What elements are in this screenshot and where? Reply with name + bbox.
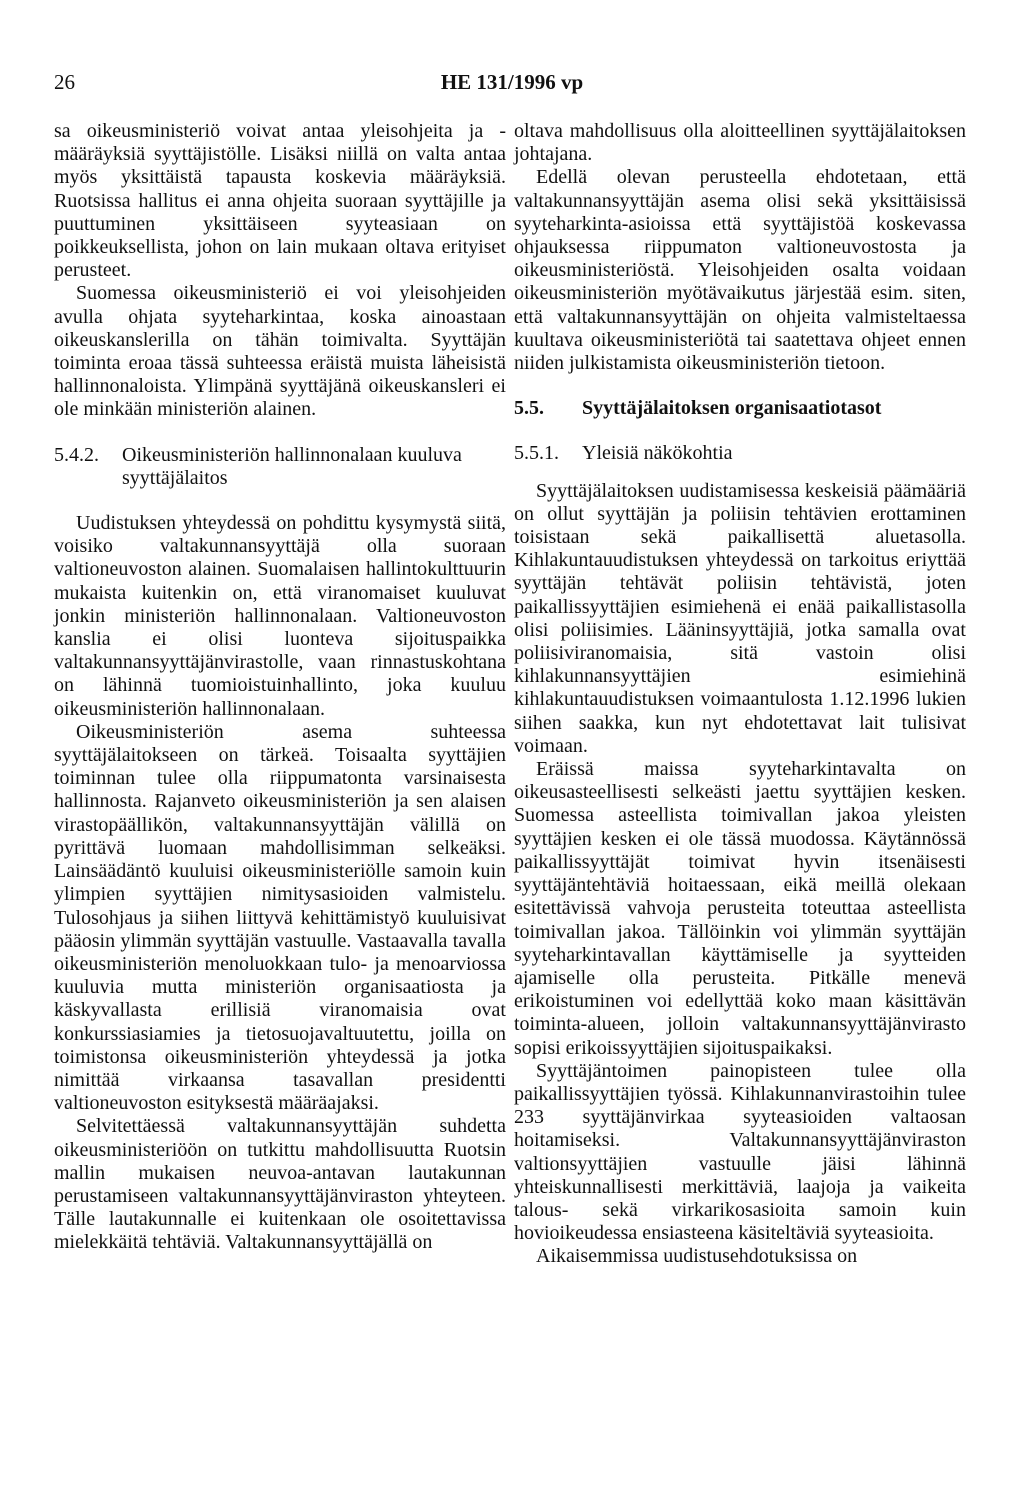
section-title: Syyttäjälaitoksen organisaatiotasot [582,397,882,420]
paragraph: Syyttäjäntoimen painopisteen tulee olla paikallissyyttäjien työssä. Kihlakunnanvirastoihin tulee 233 syyttäjänvirkaa syyteasioiden valtaosan hoitamiseksi. Valtakunnansyyttäjänviraston valtionsyyttäjien vastuulle jäisi lähinnä yhteiskunnallisesti merkittäviä, laajoja ja vaikeita talous- sekä virkarikosasioita samoin kuin hovioikeudessa ensiasteena käsiteltäviä syyteasioita. [514,1059,966,1245]
paragraph: Syyttäjälaitoksen uudistamisessa keskeisiä päämääriä on ollut syyttäjän ja poliisin tehtävien erottaminen toisistaan sekä paikallisettä aluetasolla. Kihlakuntauudistuksen yhteydessä on tarkoitus eriyttää syyttäjän tehtävät poliisin tehtävistä, joten paikallissyyttäjien esimiehenä ei enää paikallistasolla olisi poliisimies. Lääninsyyttäjiä, jotka samalla ovat poliisiviranomaisia, sitä vastoin olisi kihlakunnansyyttäjien esimiehinä kihlakuntauudistuksen voimaantulosta 1.12.1996 lukien siihen saakka, kun nyt ehdotettavat lait tulisivat voimaan. [514,479,966,757]
paragraph: Aikaisemmissa uudistusehdotuksissa on [536,1245,858,1268]
paragraph: Selvitettäessä valtakunnansyyttäjän suhdetta oikeusministeriöön on tutkittu mahdollisuutta Ruotsin mallin mukaisen neuvoa-antavan lautakunnan perustamiseen valtakunnansyyttäjänviraston yhteyteen. Tälle lautakunnalle ei kuitenkaan ole osoitettavissa mielekkäitä tehtäviä. Valtakunnansyyttäjällä on [54,1115,506,1254]
section-heading-5-5 [514,397,966,420]
right-column [514,120,966,1269]
paragraph: Suomessa oikeusministeriö ei voi yleisohjeiden avulla ohjata syyteharkintaa, koska ainoastaan oikeuskanslerilla on tähän toimivalta. Syyttäjän toiminta eroaa tässä suhteessa eräistä muista läheisistä hallinnonaloista. Ylimpänä syyttäjänä oikeuskansleri ei ole minkään ministeriön alainen. [54,282,506,421]
paragraph: Uudistuksen yhteydessä on pohdittu kysymystä siitä, voisiko valtakunnansyyttäjä olla suoraan valtioneuvoston alainen. Suomalaisen hallintokulttuurin mukaista kuitenkin on, että viranomaiset kuuluvat jonkin ministeriön hallinnonalaan. Valtioneuvoston kanslia ei olisi luonteva sijoituspaikka valtakunnansyyttäjänvirastolle, vaan rinnastuskohtana on lähinnä tuomioistuinhallinto, joka kuuluu oikeusministeriön hallinnonalaan. [54,512,506,720]
section-heading-5-4-2 [54,444,506,490]
paragraph: sa oikeusministeriö voivat antaa yleisohjeita ja -määräyksiä syyttäjistölle. Lisäksi niillä on valta antaa myös yksittäistä tapausta koskevia määräyksiä. Ruotsissa hallitus ei anna ohjeita suoraan syyttäjille ja puuttuminen yksittäiseen syyteasiaan on poikkeuksellista, johon on lain mukaan oltava erityiset perusteet. [54,120,506,282]
section-number: 5.5.1. [514,442,559,465]
section-title: Yleisiä näkökohtia [582,442,733,465]
section-number: 5.4.2. [54,443,99,466]
paragraph: Eräissä maissa syyteharkintavalta on oikeusasteellisesti selkeästi jaettu syyttäjien kesken. Suomessa asteellista toimivallan jakoa yleisten syyttäjien kesken ei ole tässä muodossa. Käytännössä paikallissyyttäjät toimivat hyvin itsenäisesti syyttäjäntehtäviä hoitaessaan, eikä meillä olekaan esitettävissä vahvoja perusteita toteuttaa asteellista toimivallan jakoa. Tällöinkin voi ylimmän syyttäjän syyteharkintavallan käyttämiselle ja syytteiden ajamiselle olla perusteita. Pitkälle menevä erikoistuminen voi edellyttää koko maan käsittävän toiminta-alueen, jolloin valtakunnansyyttäjänvirasto sopisi erikoissyyttäjien sijoituspaikaksi. [514,758,966,1059]
paragraph: oltava mahdollisuus olla aloitteellinen syyttäjälaitoksen johtajana. [514,120,966,166]
left-column [54,120,506,1255]
page-number: 26 [54,70,75,94]
page-header [54,70,970,100]
document-id: HE 131/1996 vp [440,70,584,94]
section-heading-5-5-1 [514,442,966,465]
paragraph: Edellä olevan perusteella ehdotetaan, että valtakunnansyyttäjän asema olisi sekä yksittäisissä syyteharkinta-asioissa että syyttäjistöä koskevassa ohjauksessa riippumaton valtioneuvostosta ja oikeusministeriöstä. Yleisohjeiden osalta voidaan oikeusministeriön myötävaikutus järjestää esim. siten, että valtakunnansyyttäjän on ohjeita valmisteltaessa kuultava oikeusministeriötä tai saatettava ohjeet ennen niiden julkistamista oikeusministeriön tietoon. [514,166,966,375]
section-number: 5.5. [514,397,544,420]
paragraph: Oikeusministeriön asema suhteessa syyttäjälaitokseen on tärkeä. Toisaalta syyttäjien toiminnan tulee olla riippumatonta varsinaisesta hallinnosta. Rajanveto oikeusministeriön ja sen alaisen virastopäällikön, valtakunnansyyttäjän välillä on pyrittävä luomaan mahdollisimman selkeäksi. Lainsäädäntö kuuluisi oikeusministeriölle samoin kuin ylimpien syyttäjien nimitysasioiden valmistelu. Tulosohjaus ja siihen liittyvä kehittämistyö kuuluisivat pääosin ylimmän syyttäjän vastuulle. Vastaavalla tavalla oikeusministeriön menoluokkaan tulo- ja menoarviossa kuuluvia mutta ministeriön organisaatiosta ja käskyvallasta erillisiä viranomaisia ovat konkurssiasiamies ja tietosuojavaltuutettu, joilla on toimistonsa oikeusministeriön yhteydessä ja jotka nimittää virkaansa tasavallan presidentti valtioneuvoston esityksestä määräajaksi. [54,720,506,1115]
section-title: Oikeusministeriön hallinnonalaan kuuluva syyttäjälaitos [122,443,462,489]
